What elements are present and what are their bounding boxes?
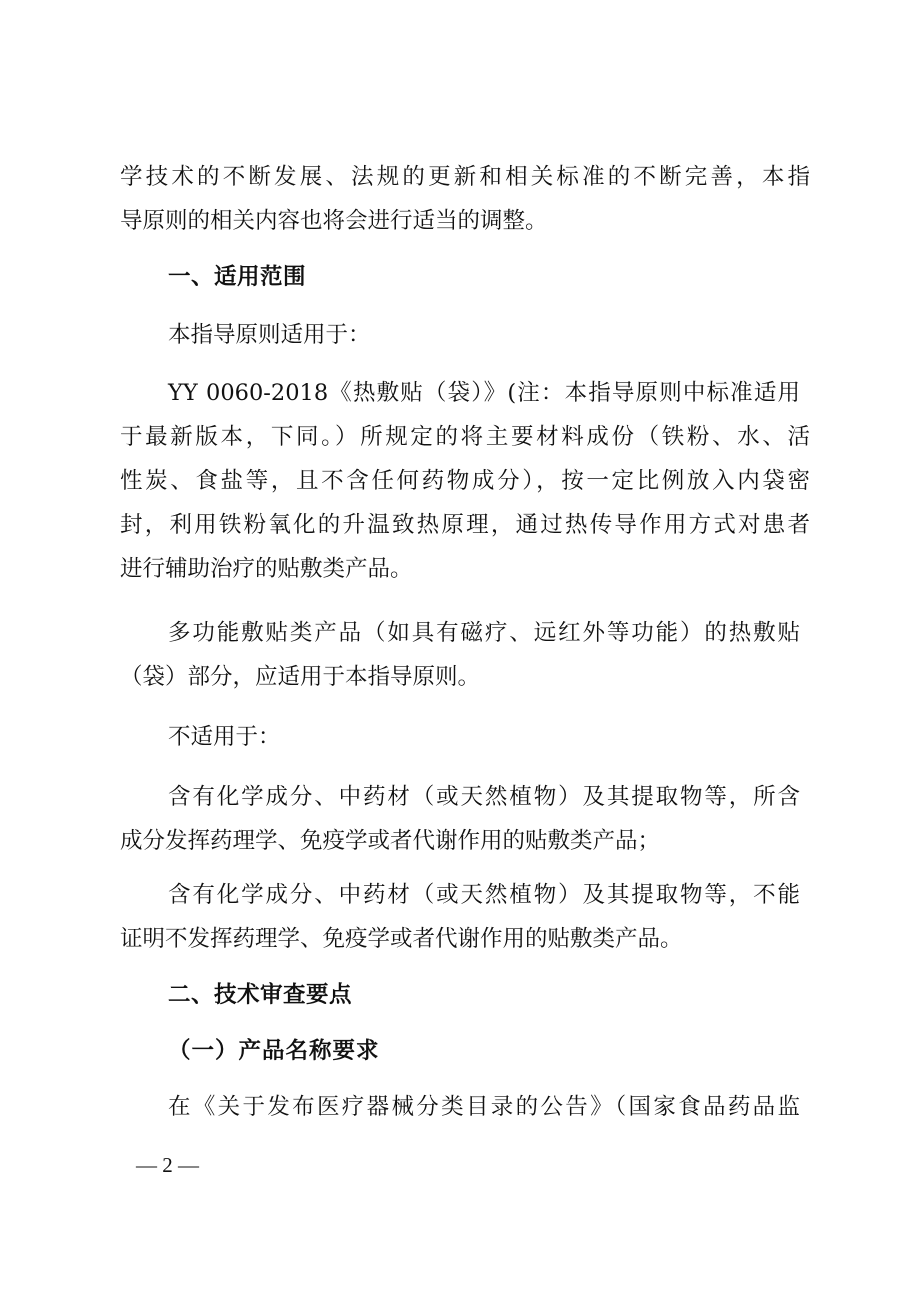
paragraph-line: 含有化学成分、中药材（或天然植物）及其提取物等，不能 xyxy=(168,882,800,908)
paragraph-line: 证明不发挥药理学、免疫学或者代谢作用的贴敷类产品。 xyxy=(120,926,683,952)
paragraph-line: 进行辅助治疗的贴敷类产品。 xyxy=(120,556,413,582)
not-applies-intro: 不适用于： xyxy=(168,724,281,750)
paragraph-line: 学技术的不断发展、法规的更新和相关标准的不断完善，本指 xyxy=(120,164,810,190)
paragraph-line: 含有化学成分、中药材（或天然植物）及其提取物等，所含 xyxy=(168,784,800,810)
paragraph-line: YY 0060-2018《热敷贴（袋）》(注：本指导原则中标准适用 xyxy=(168,380,800,406)
paragraph-line: 性炭、食盐等，且不含任何药物成分），按一定比例放入内袋密 xyxy=(120,468,810,494)
section-heading-scope: 一、适用范围 xyxy=(168,264,307,290)
subsection-heading-product-name: （一）产品名称要求 xyxy=(168,1038,380,1064)
section-heading-technical-review: 二、技术审查要点 xyxy=(168,982,353,1008)
paragraph-line: 成分发挥药理学、免疫学或者代谢作用的贴敷类产品； xyxy=(120,828,661,854)
paragraph-line: 在《关于发布医疗器械分类目录的公告》（国家食品药品监 xyxy=(168,1094,800,1120)
paragraph-line: 多功能敷贴类产品（如具有磁疗、远红外等功能）的热敷贴 xyxy=(168,620,800,646)
paragraph-line: 于最新版本，下同。）所规定的将主要材料成份（铁粉、水、活 xyxy=(120,424,810,450)
paragraph-line: 封，利用铁粉氧化的升温致热原理，通过热传导作用方式对患者 xyxy=(120,512,810,538)
page-number: — 2 — xyxy=(136,1153,199,1177)
applies-intro: 本指导原则适用于： xyxy=(168,322,371,348)
paragraph-line: 导原则的相关内容也将会进行适当的调整。 xyxy=(120,208,548,234)
paragraph-line: （袋）部分，应适用于本指导原则。 xyxy=(120,664,481,690)
